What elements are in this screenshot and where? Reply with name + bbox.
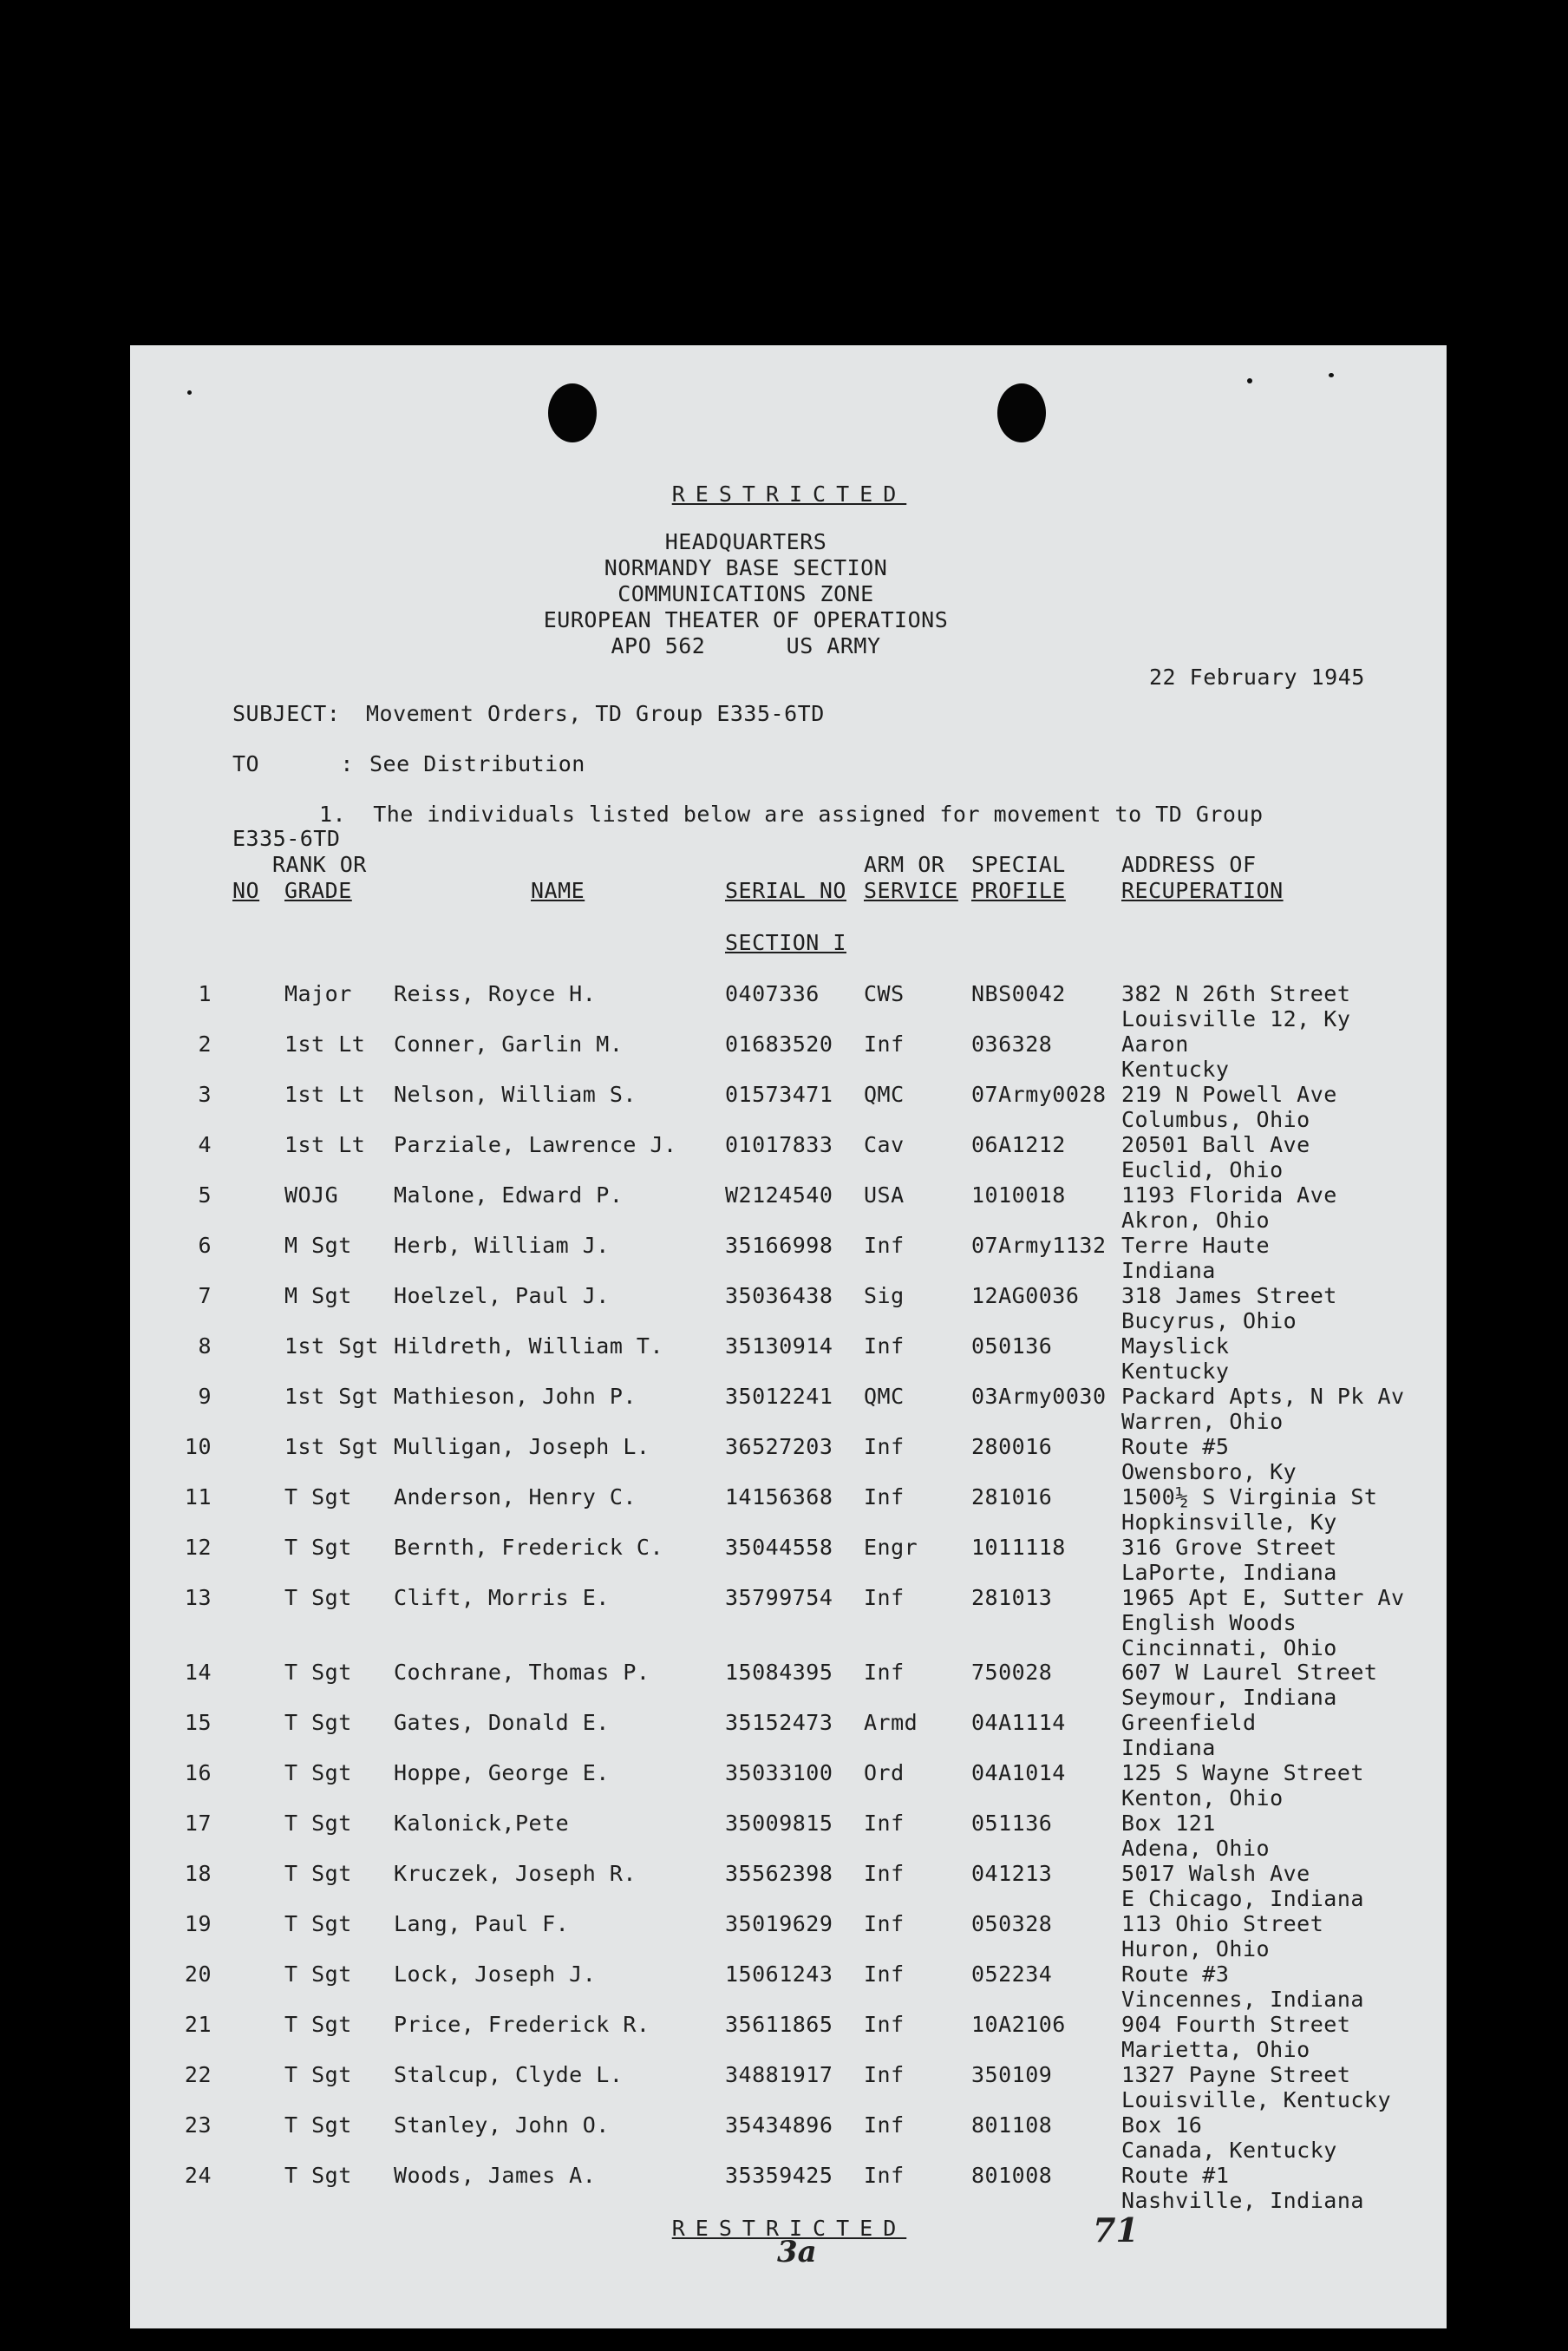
hq-line: HEADQUARTERS: [664, 529, 827, 554]
row-name: Mulligan, Joseph L.: [394, 1434, 650, 1459]
row-arm: Inf: [864, 1434, 905, 1459]
row-profile: 801008: [971, 2163, 1053, 2188]
row-profile: 281016: [971, 1484, 1053, 1509]
row-name: Conner, Garlin M.: [394, 1031, 624, 1057]
row-arm: Inf: [864, 2163, 905, 2188]
row-arm: QMC: [864, 1082, 905, 1107]
row-serial: 36527203: [725, 1434, 833, 1459]
row-address-line: Indiana: [1121, 1735, 1216, 1760]
row-profile: 050136: [971, 1333, 1053, 1359]
row-address-line: Marietta, Ohio: [1121, 2037, 1310, 2062]
punch-hole-left: [548, 383, 597, 442]
headquarters-block: [486, 529, 1006, 659]
row-name: Herb, William J.: [394, 1233, 610, 1258]
row-serial: 15061243: [725, 1961, 833, 1987]
row-address-line: Owensboro, Ky: [1121, 1459, 1297, 1484]
row-serial: 15084395: [725, 1660, 833, 1685]
row-address-line: Greenfield: [1121, 1710, 1257, 1735]
hq-line: NORMANDY BASE SECTION: [604, 555, 888, 580]
row-address-line: Columbus, Ohio: [1121, 1107, 1310, 1132]
row-name: Stalcup, Clyde L.: [394, 2062, 624, 2087]
row-rank: T Sgt: [284, 1760, 352, 1785]
row-rank: T Sgt: [284, 2012, 352, 2037]
row-profile: 041213: [971, 1861, 1053, 1886]
row-name: Clift, Morris E.: [394, 1585, 610, 1610]
row-profile: 06A1212: [971, 1132, 1066, 1157]
row-arm: QMC: [864, 1384, 905, 1409]
row-profile: 280016: [971, 1434, 1053, 1459]
row-number: 10: [184, 1434, 212, 1459]
row-address-line: Adena, Ohio: [1121, 1836, 1271, 1861]
column-header-profile: PROFILE: [971, 878, 1066, 903]
row-arm: Inf: [864, 2012, 905, 2037]
speck: [1329, 373, 1334, 377]
row-profile: 1011118: [971, 1535, 1066, 1560]
row-arm: Inf: [864, 1484, 905, 1509]
row-serial: 01683520: [725, 1031, 833, 1057]
section-label: SECTION I: [725, 930, 846, 955]
row-profile: 04A1114: [971, 1710, 1066, 1735]
row-number: 7: [198, 1283, 212, 1308]
row-address-line: 382 N 26th Street: [1121, 981, 1351, 1006]
row-number: 16: [184, 1760, 212, 1785]
row-number: 14: [184, 1660, 212, 1685]
row-address-line: Bucyrus, Ohio: [1121, 1308, 1297, 1333]
row-arm: Inf: [864, 1660, 905, 1685]
row-address-line: Euclid, Ohio: [1121, 1157, 1284, 1182]
row-rank: T Sgt: [284, 1585, 352, 1610]
restricted-footer: RESTRICTED: [671, 2216, 907, 2241]
row-arm: Sig: [864, 1283, 905, 1308]
row-profile: 052234: [971, 1961, 1053, 1987]
row-address-line: Louisville 12, Ky: [1121, 1006, 1351, 1031]
row-profile: NBS0042: [971, 981, 1066, 1006]
row-profile: 050328: [971, 1911, 1053, 1936]
row-address-line: Akron, Ohio: [1121, 1208, 1271, 1233]
row-arm: Inf: [864, 1961, 905, 1987]
document-date: 22 February 1945: [1149, 665, 1365, 690]
column-header-rank: RANK OR: [272, 852, 367, 877]
row-profile: 07Army0028: [971, 1082, 1107, 1107]
row-serial: W2124540: [725, 1182, 833, 1208]
row-rank: 1st Lt: [284, 1082, 366, 1107]
row-rank: 1st Sgt: [284, 1384, 379, 1409]
row-serial: 35036438: [725, 1283, 833, 1308]
row-rank: M Sgt: [284, 1283, 352, 1308]
row-address-line: 219 N Powell Ave: [1121, 1082, 1337, 1107]
row-address-line: Seymour, Indiana: [1121, 1685, 1337, 1710]
row-address-line: Packard Apts, N Pk Av: [1121, 1384, 1405, 1409]
row-name: Lock, Joseph J.: [394, 1961, 597, 1987]
row-rank: T Sgt: [284, 2112, 352, 2138]
row-address-line: Indiana: [1121, 1258, 1216, 1283]
subject-label: SUBJECT:: [232, 701, 341, 726]
row-arm: Inf: [864, 1031, 905, 1057]
row-address-line: Canada, Kentucky: [1121, 2138, 1337, 2163]
row-address-line: Huron, Ohio: [1121, 1936, 1271, 1961]
row-serial: 35166998: [725, 1233, 833, 1258]
hq-line: EUROPEAN THEATER OF OPERATIONS: [543, 607, 949, 632]
row-name: Price, Frederick R.: [394, 2012, 650, 2037]
row-address-line: 125 S Wayne Street: [1121, 1760, 1364, 1785]
row-name: Kalonick,Pete: [394, 1811, 570, 1836]
row-arm: Inf: [864, 1585, 905, 1610]
row-profile: 12AG0036: [971, 1283, 1080, 1308]
row-rank: T Sgt: [284, 1811, 352, 1836]
row-name: Kruczek, Joseph R.: [394, 1861, 637, 1886]
to-label: TO :: [232, 751, 354, 776]
column-header-grade: GRADE: [284, 878, 352, 903]
row-address-line: 904 Fourth Street: [1121, 2012, 1351, 2037]
speck: [1247, 378, 1252, 383]
row-serial: 35434896: [725, 2112, 833, 2138]
row-name: Hoppe, George E.: [394, 1760, 610, 1785]
row-profile: 03Army0030: [971, 1384, 1107, 1409]
row-address-line: 1193 Florida Ave: [1121, 1182, 1337, 1208]
row-name: Stanley, John O.: [394, 2112, 610, 2138]
punch-hole-right: [997, 383, 1046, 442]
row-profile: 1010018: [971, 1182, 1066, 1208]
row-address-line: Nashville, Indiana: [1121, 2188, 1364, 2213]
row-address-line: Hopkinsville, Ky: [1121, 1509, 1337, 1535]
row-rank: T Sgt: [284, 1535, 352, 1560]
row-number: 19: [184, 1911, 212, 1936]
row-address-line: Vincennes, Indiana: [1121, 1987, 1364, 2012]
row-address-line: 113 Ohio Street: [1121, 1911, 1324, 1936]
row-number: 20: [184, 1961, 212, 1987]
row-rank: T Sgt: [284, 1710, 352, 1735]
row-address-line: 607 W Laurel Street: [1121, 1660, 1378, 1685]
row-rank: 1st Lt: [284, 1132, 366, 1157]
hq-line: APO 562 US ARMY: [611, 633, 881, 658]
row-number: 23: [184, 2112, 212, 2138]
row-address-line: Terre Haute: [1121, 1233, 1271, 1258]
row-arm: CWS: [864, 981, 905, 1006]
row-name: Bernth, Frederick C.: [394, 1535, 664, 1560]
row-serial: 0407336: [725, 981, 820, 1006]
column-header-arm: ARM OR: [864, 852, 945, 877]
row-name: Cochrane, Thomas P.: [394, 1660, 650, 1685]
row-address-line: 316 Grove Street: [1121, 1535, 1337, 1560]
row-rank: M Sgt: [284, 1233, 352, 1258]
row-arm: USA: [864, 1182, 905, 1208]
row-rank: T Sgt: [284, 1660, 352, 1685]
column-header-no: NO: [232, 878, 260, 903]
row-arm: Inf: [864, 1233, 905, 1258]
row-serial: 35044558: [725, 1535, 833, 1560]
row-address-line: 1500½ S Virginia St: [1121, 1484, 1378, 1509]
row-serial: 01017833: [725, 1132, 833, 1157]
row-address-line: 1327 Payne Street: [1121, 2062, 1351, 2087]
hq-line: COMMUNICATIONS ZONE: [617, 581, 874, 606]
row-address-line: Route #1: [1121, 2163, 1230, 2188]
row-name: Anderson, Henry C.: [394, 1484, 637, 1509]
page-stamp-number: 71: [1093, 2210, 1139, 2249]
row-serial: 35359425: [725, 2163, 833, 2188]
row-arm: Inf: [864, 2112, 905, 2138]
row-serial: 35562398: [725, 1861, 833, 1886]
row-profile: 750028: [971, 1660, 1053, 1685]
column-header-address: ADDRESS OF: [1121, 852, 1257, 877]
row-profile: 07Army1132: [971, 1233, 1107, 1258]
row-rank: T Sgt: [284, 1911, 352, 1936]
row-address-line: 318 James Street: [1121, 1283, 1337, 1308]
row-number: 3: [198, 1082, 212, 1107]
row-serial: 35012241: [725, 1384, 833, 1409]
column-header-special: SPECIAL: [971, 852, 1066, 877]
row-profile: 04A1014: [971, 1760, 1066, 1785]
row-rank: T Sgt: [284, 1484, 352, 1509]
column-header-serial: SERIAL NO: [725, 878, 846, 903]
row-serial: 35019629: [725, 1911, 833, 1936]
row-address-line: Cincinnati, Ohio: [1121, 1635, 1337, 1660]
row-address-line: Box 121: [1121, 1811, 1216, 1836]
row-number: 6: [198, 1233, 212, 1258]
row-number: 15: [184, 1710, 212, 1735]
row-rank: 1st Lt: [284, 1031, 366, 1057]
row-rank: T Sgt: [284, 2163, 352, 2188]
paragraph-line: E335-6TD: [232, 826, 341, 851]
row-profile: 350109: [971, 2062, 1053, 2087]
row-address-line: Route #5: [1121, 1434, 1230, 1459]
row-serial: 35009815: [725, 1811, 833, 1836]
row-rank: T Sgt: [284, 1961, 352, 1987]
handwritten-page-number: 3a: [777, 2235, 817, 2269]
row-name: Gates, Donald E.: [394, 1710, 610, 1735]
row-name: Mathieson, John P.: [394, 1384, 637, 1409]
column-header-name: NAME: [531, 878, 585, 903]
row-profile: 281013: [971, 1585, 1053, 1610]
row-name: Nelson, William S.: [394, 1082, 637, 1107]
row-arm: Ord: [864, 1760, 905, 1785]
row-rank: T Sgt: [284, 2062, 352, 2087]
row-rank: 1st Sgt: [284, 1434, 379, 1459]
row-number: 24: [184, 2163, 212, 2188]
row-number: 17: [184, 1811, 212, 1836]
row-number: 12: [184, 1535, 212, 1560]
row-number: 18: [184, 1861, 212, 1886]
row-rank: T Sgt: [284, 1861, 352, 1886]
row-serial: 35611865: [725, 2012, 833, 2037]
document-page: [130, 345, 1447, 2328]
row-arm: Engr: [864, 1535, 918, 1560]
row-serial: 35033100: [725, 1760, 833, 1785]
row-name: Hildreth, William T.: [394, 1333, 664, 1359]
row-address-line: Kentucky: [1121, 1057, 1230, 1082]
row-serial: 14156368: [725, 1484, 833, 1509]
row-number: 22: [184, 2062, 212, 2087]
paragraph-line: 1. The individuals listed below are assigned for movement to TD Group: [319, 802, 1264, 827]
row-serial: 01573471: [725, 1082, 833, 1107]
row-profile: 801108: [971, 2112, 1053, 2138]
row-address-line: 1965 Apt E, Sutter Av: [1121, 1585, 1405, 1610]
row-number: 2: [198, 1031, 212, 1057]
row-number: 1: [198, 981, 212, 1006]
row-number: 21: [184, 2012, 212, 2037]
row-arm: Armd: [864, 1710, 918, 1735]
row-arm: Inf: [864, 1861, 905, 1886]
row-number: 5: [198, 1182, 212, 1208]
row-arm: Inf: [864, 1911, 905, 1936]
row-name: Malone, Edward P.: [394, 1182, 624, 1208]
column-header-service: SERVICE: [864, 878, 958, 903]
column-header-recuperation: RECUPERATION: [1121, 878, 1284, 903]
row-arm: Inf: [864, 2062, 905, 2087]
row-address-line: E Chicago, Indiana: [1121, 1886, 1364, 1911]
row-address-line: 20501 Ball Ave: [1121, 1132, 1310, 1157]
row-address-line: Route #3: [1121, 1961, 1230, 1987]
row-serial: 35799754: [725, 1585, 833, 1610]
row-arm: Cav: [864, 1132, 905, 1157]
row-rank: 1st Sgt: [284, 1333, 379, 1359]
row-address-line: Kenton, Ohio: [1121, 1785, 1284, 1811]
row-serial: 35152473: [725, 1710, 833, 1735]
row-arm: Inf: [864, 1811, 905, 1836]
row-address-line: Mayslick: [1121, 1333, 1230, 1359]
restricted-header: RESTRICTED: [671, 481, 907, 507]
row-rank: Major: [284, 981, 352, 1006]
row-address-line: Box 16: [1121, 2112, 1203, 2138]
row-name: Parziale, Lawrence J.: [394, 1132, 677, 1157]
row-number: 13: [184, 1585, 212, 1610]
row-arm: Inf: [864, 1333, 905, 1359]
row-number: 8: [198, 1333, 212, 1359]
row-profile: 036328: [971, 1031, 1053, 1057]
row-name: Reiss, Royce H.: [394, 981, 597, 1006]
row-number: 9: [198, 1384, 212, 1409]
subject-text: Movement Orders, TD Group E335-6TD: [366, 701, 825, 726]
speck: [187, 390, 192, 395]
row-address-line: Aaron: [1121, 1031, 1189, 1057]
row-name: Lang, Paul F.: [394, 1911, 570, 1936]
row-profile: 051136: [971, 1811, 1053, 1836]
row-name: Hoelzel, Paul J.: [394, 1283, 610, 1308]
to-text: See Distribution: [369, 751, 585, 776]
row-name: Woods, James A.: [394, 2163, 597, 2188]
row-number: 11: [184, 1484, 212, 1509]
row-address-line: Warren, Ohio: [1121, 1409, 1284, 1434]
row-address-line: 5017 Walsh Ave: [1121, 1861, 1310, 1886]
row-serial: 34881917: [725, 2062, 833, 2087]
row-address-line: Louisville, Kentucky: [1121, 2087, 1392, 2112]
row-serial: 35130914: [725, 1333, 833, 1359]
row-address-line: English Woods: [1121, 1610, 1297, 1635]
row-address-line: LaPorte, Indiana: [1121, 1560, 1337, 1585]
row-rank: WOJG: [284, 1182, 339, 1208]
row-number: 4: [198, 1132, 212, 1157]
row-address-line: Kentucky: [1121, 1359, 1230, 1384]
row-profile: 10A2106: [971, 2012, 1066, 2037]
